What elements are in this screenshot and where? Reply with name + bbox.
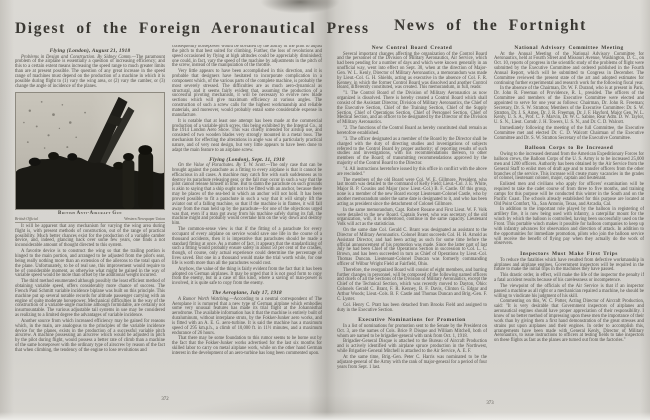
photo-caption-block <box>15 211 165 223</box>
caption-rule <box>15 222 165 223</box>
body-paragraph: "2. The functions of the Control Board as hereby constituted shall remain as heretofore established. <box>337 126 487 136</box>
page-bottom-edge <box>0 412 650 420</box>
body-paragraph: In a list of nominations for promotion sent to the Senate by the President on Oct. 3, are the names of Cols. Brice P. Disque and William Mitchell, both of whom are named to be brigadier-general with rank from Oct. 1, 1918. <box>337 323 487 339</box>
article-paragraph <box>15 56 165 90</box>
article-paragraph <box>172 298 322 337</box>
body-paragraph: Brigadier-General Disque is attached to the Bureau of Aircraft Production and is actively identified with airplane spruce production in the Northwest, while Brigadier-General Mitchell is attached to the Air Service, A. E. F. <box>337 339 487 355</box>
photo-anti-aircraft-gun <box>15 92 165 223</box>
body-paragraph: Enlisted men and civilians who apply for officers' examination will be required to take the cadet course of from three to five months, and training camps for this purpose will be conducted this winter in the South and on the Pacific Coast. The schools already established for this purpose are located at Old Point Comfort, Va., San Antonio, Texas, and Arcadia, Cal. <box>494 182 644 207</box>
left-page-number: 372 <box>161 397 169 402</box>
body-paragraph: "4. All instructions heretofore issued by this office in conflict with the above are rescinded." <box>337 166 487 177</box>
body-paragraph: The members of the old Board were Col. W. E. Gillmore, President, who last month was detailed to the command of Kelly Field; Lieut.-Col. J. E. White, Major B. P. Cousins and Major (now Lieut.-Col.) B. F. Castle. Of this group, none is a member of the new Board except Lieutenant-Colonel Castle, who by another memorandum under the same date is designated to it, and who has been acting as president since the detachment of Colonel Gillmore. <box>337 177 487 207</box>
body-paragraph: Anyhow, the value of the thing is fairly evident from the fact that it has been adopted on German airplanes. It may be urged that it is not good form to copy from the enemy, but in a case of this kind, where a saving of man-power is involved, it is quite safe to copy from the enemy. <box>172 266 322 287</box>
source-heading-aeroplane-july: The Aeroplane, July 17, 1918 <box>212 290 282 297</box>
body-paragraph: consequently horsepower would be obviated by the ability of the pilot to adjust the pitch to that best suited for climbing. Further, the loss of revolutions and speed occasioned by flying at high altitudes could be appreciably diminished; one could, in fact, vary the speed of the machine by adjustments in the pitch of the screw, instead of the manipulation of the throttle. <box>172 45 322 69</box>
body-paragraph: A favorite device is to construct the wing so that the trailing portion is hinged to the main portion, and arranged to be adjusted from the pilot's seat, being really nothing more than an extension of the ailerons to the total span of the plane. Unfortunately, to be of real use, this improvement would require to be of considerable moment, as otherwise what might be gained in the way of variable speed would be more than offset by the additional weight incurred. <box>15 249 165 279</box>
body-paragraph: On the same date Col. Gerald C. Brant was designated as assistant to the Director of Military Aeronautics. Colonel Brant succeeds Col. H. H. Arnold as Assistant Director, and had been acting as such for some time before the official announcement of his promotion was made. Since the latter part of last July he had been Chief of the Operations Section in succession to Col. L. C. Brown, and has been succeeded in turn as Chief of Operations by Lieut.-Col. Thomas Duncan. Lieutenant-Colonel Duncan was formerly commanding officer of Wilbur Wright Field at Fairfield, Ohio. <box>337 228 487 267</box>
body-paragraph: Owing to the increased demand from the American Expeditionary Forces for balloon crews, the Balloon Corps of the U. S. Army is to be increased 25,000 men and 1200 officers. Authority has been obtained by the Air Service from the General Staff to enlist men of draft age and to transfer officers from the other branches of the service. This increase will create many vacancies in the grades of colonel, lieutenant colonel, major, captain and lieutenant. <box>494 152 644 182</box>
heading-balloon-corps: Balloon Corps to Be Increased <box>524 145 614 152</box>
right-page-number: 373 <box>486 401 494 406</box>
anti-aircraft-gun-image <box>15 92 165 210</box>
body-paragraph: To reduce the fatalities which have resulted from defective workmanship in airplanes and airplane engines, Government inspectors will be required in the future to make the initial trips in the machines they have passed. <box>494 257 644 273</box>
left-page-title: Digest of the Foreign Aeronautical Press <box>15 20 370 37</box>
body-paragraph: "3. The officer designated as a member of the Board by the Director shall be charged with the duty of directing studies and investigations of subjects referred to the Control Board by proper authority; of reporting results of such studies and investigations, with his recommendations thereon, to other members of the Board; of transmitting recommendations approved by the majority of the Control Board to the Director. <box>337 136 487 167</box>
source-heading-flying-sept: Flying (London), Sept. 11, 1918 <box>209 156 285 163</box>
body-paragraph: The common-sense view is that if the fitting of a parachute for every occupant of every airplane on service would save one life in the course of a thousand accidents, then it is imperative that parachutes should be made a standard fitting at once. As a matter of fact, it appears that the standardizing of such a fitting would probably ensure safety in about 50 per cent of the crashes, though, of course, only actual experience could determine the percentage of lives saved. But one in a thousand would make the trial worth while, for one life is worth more than all the parachutes would cost. <box>172 227 322 266</box>
body-paragraph: This drastic order, in effect, will make the life of the inspector the penalty if a fatal accident results because of his carelessness or incompetence. <box>494 273 644 284</box>
body-paragraph: The third method enumerated although possibly the least efficient method of obtaining variable speed, offers considerably more chance of success. The French Paul Schmitt variable incidence biplane was built on this principle. This machine put up several notable records for altitude passenger carrying with an engine of quite moderate horsepower. Mechanical difficulties in the way of the construction of a variable-angle machine although formidable, are certainly not insurmountable. The various adjustable tail systems in use may be considered as realizing to a limited degree the advantages of variable incidence. <box>15 279 165 319</box>
right-column-2 <box>494 41 644 397</box>
body-paragraph: In addition to the important role played by the balloon in registering of artillery fire, it is now being used with infantry, a caterpillar mount for the winch by which the balloon is controlled, having been successfully used on the Front. This portable winch makes it possible for balloon companies to keep up with infantry advances for observation and direction of attack. In addition to the opportunities for immediate promotion, pilots who join the balloon service will receive the benefit of flying pay when they actually do the work of observers. <box>494 207 644 247</box>
heading-new-control-board: New Control Board Created <box>371 44 453 51</box>
heading-executive-nominations: Executive Nominations for Promotion <box>358 316 466 323</box>
left-column-1 <box>15 45 165 401</box>
source-heading-flying-aug: Flying (London), August 21, 1918 <box>49 48 131 54</box>
article-text: The only case that can be brought against the parachute as a fitting to every airplane is that it cannot be efficacious in all cases. A machine may catch fire with such suddenness as to destroy its parachute releasing gear, or the fall may occur in such a way that the pilot cannot release himself in time. But to damn the parachute on such grounds is akin to saying that a ship ought not to be fitted with an anchor, because there may be places of the sea-bed in which an anchor will not hold. It has been proved possible to fit a parachute in such a way that it will simply lift the aviator out of a falling machine, so that if the machine is in flames, it will fall away from the man held up by the parachute—for one of the objections urged was that, even if a man got away from his machine safely during its fall, the machine might and probably would overtake him on the way down and destroy him. <box>172 163 322 227</box>
body-paragraph: It is notable that at least one attempt has been made at the commercial production of a variable-pitch screw, this being exhibited by the Integral Co., at the 1914 London Aero Show. This was chiefly intended for airship use, and consisted of two wooden blades very strongly mounted in a metal boss. The mechanism for effecting the alterations in angle was of a particularly practical nature, and of very neat design, but very little appears to have been done to adapt the main feature to an airplane screw. <box>172 118 322 153</box>
body-paragraph: "1. The Control Board of the Division of Military Aeronautics as now organized is dissolved. There is hereby created a Control Board which shall consist of the Assistant Director, Division of Military Aeronautics, the Chief of the Executive Section, Chief of the Training Section, Chief of the Supply Section, Chief of Operations Section, Chief of Personnel Section, Chief of Medical Section, and an officer to be designated by the Director of the Division of Military Aeronautics. <box>337 91 487 126</box>
photo-credit-right: Western Newspaper Union <box>124 216 165 221</box>
body-paragraph: That there may be some foundation to this rumor seems to be borne out by the fact that the Fokker-Junker works advertised for the last six months for skilled labor to carry on metal airplane work, while on the other hand German interest in the development of an aero-turbine has long been commented upon. <box>172 336 322 356</box>
body-paragraph: In the absence of the Chairman, Dr. W. F. Durand, who is at present in Paris, Dr. John R. Freeman of Providence, R. I., presided. The officers of the Committee and members of the Executive Committee were elected and appointed to serve for one year as follows: Chairman, Dr. John R. Freeman; Secretary, Dr. S. W. Stratton; Members of the Executive Committee: Dr. S. W. Stratton, Dr. J. S. Ames, Dr. J. R. Freeman, Dr. J. F. Hayford, Major Gen. W. L. Kenly, U. S. A., Prof. C. F. Marvin, Dr. W. C. Sabine, Rear Adm. D. W. Taylor, U. S. N., Lieut. Comdr. J. H. Towers, U. S. N., and Dr. C. D. Walcott. <box>494 86 644 126</box>
right-page-title: News of the Fortnight <box>394 17 587 34</box>
body-paragraph: Another source from which increased efficiency may be gained for reasons which, in the main, are analogous to the principles of the variable incidence device for the planes, exists in the production of a successful variable pitch airscrew. A machine possessing an airscrew which would be adjusted in pitch by the pilot during flight, would possess a better rate of climb than a machine of the same horsepower with the ordinary type of airscrew by reason of the fact that when climbing, the tendency of the engine to lose revolutions and <box>15 318 165 353</box>
body-paragraph: Very little appears to have been accomplished in this direction, and it is probable that designers have hesitated to incorporate complication in a component which, of the various parts of the complete machine, is probably the most severely stressed. The difficulties are as much aero-dynamical as structural, and it seems fairly evident that, assuming the production of a successful pivoting mechanism, it will be necessary to evolve new blade sections which will give maximum efficiency at various angles. The construction of such a screw calls for the highest workmanship and reliable materials, and moreover, would probably entail some considerable expense in manufacture. <box>172 69 322 118</box>
left-column-2 <box>172 45 322 401</box>
article-text: According to a neutral correspondent of The Aeroplane it is rumored that a new type of German airplane which embodies some very unusual features has made its trial flight at the Johannisthal aerodrome. The available information has it that the machine is entirely built of duraluminum, without interplane struts, by the Fokker-Junker aero works, and is fitted with an A. E. G. aero-turbine. It is said the machine has a maximum speed of 295 km.p.h., a climb of 10,000 ft. in 11½ minutes, and a maximum endurance of 26 hours. <box>172 296 322 336</box>
body-paragraph: Several important changes affecting the organization of the Control Board and the personnel of the Division of Military Aeronautics, Air Service, which had been pending for a number of days and which were known generally in an unofficial way, went into effect on Sept. 30, when at the direction of Major-Gen. W. L. Kenly, Director of Military Aeronautics, a memorandum was made by Lieut.-Col. G. H. Shields, acting as executive in the absence of Col. F. R. Kenney, in which the former Control Board was dissolved and another Control Board, differently constituted, was created. This memorandum, in full, reads: <box>337 51 487 91</box>
body-paragraph: At the same time, Brig.-Gen. Peter C. Harris was nominated to be the adjutant-general of the Army with the rank of major-general for a period of four years from Sept. 1 last. <box>337 354 487 370</box>
photo-credit-left: British Official <box>15 216 38 221</box>
article-lead: On the Value of Parachutes. By T. W. Scott.— <box>178 163 271 169</box>
body-paragraph: Therefore, the reorganized Board will consist of eight members, and barring further changes in personnel, will be composed of the following named officers and chiefs of all the Sections of the Division of Military Aeronautics, except the Chief of the Technical Section, which was recently moved to Dayton, Ohio: Colonels Gerald C. Brant, F. R. Kenney, B. F. Davis, Clinton G. Edgar and Arthur Woods; Lieut.-Cols. B. F. Castle and Thomas Duncan and Brig.-Gen. F. C. Lyster. <box>337 267 487 302</box>
article-paragraph <box>172 164 322 227</box>
photo-caption: British Anti-Aircraft Gun <box>58 211 122 217</box>
body-paragraph: Immediately following the meeting of the full Committee, the Executive Committee met and elected Dr. C. D. Walcott Chairman of the Executive Committee and Dr. S. W. Stratton Secretary of the Executive Committee. <box>494 126 644 141</box>
article-lead: A Rumor Worth Watching.— <box>178 296 234 302</box>
right-column-1 <box>337 41 487 397</box>
article-text: The paramount problem of the airplane is essentially a question of increasing efficiency; and this to a certain extent means increasing the speed range to much greater limits than are at present possible. The question of any great increase in the speed range of machines must depend on the production of a machine in which it is possible during flight to (1) vary the wing area, or (2) vary the camber, or (3) change the angle of incidence of the planes. <box>15 54 165 89</box>
body-paragraph: In the same memorandum, Capt. Robert Rosane and First Lieut. W. F. Volk were detailed to the new Board. Captain Sweet, who was secretary of the old organization, will, it is understood, continue in the same capacity. Lieutenant Volk will act as the statistician. <box>337 207 487 228</box>
heading-inspectors-first-trips: Inspectors Must Make First Trips <box>520 250 618 257</box>
body-paragraph: The viewpoint of the officials of the Air Service is that if an inspector passed a machine as all right or a mechanician repaired a machine, he should be willing to vindicate his judgment of his skill. <box>494 283 644 299</box>
body-paragraph: It will be apparent that any mechanism for varying the wing area during flight is, with present methods of construction, out of the range of practical possibility. Much better chances exist for the production of a variable camber device, and, indeed, glancing back over some few years, one finds a not inconsiderable amount of thought directed to this system. <box>15 223 165 249</box>
article-lead: Problems in Design and Construction. By Sidney Camm.— <box>21 54 136 60</box>
body-paragraph: At the Annual Meeting of the National Advisory Committee for Aeronautics, held at Fourth Street and Missouri Avenue, Washington, D. C., on Oct. 10, reports of progress in the scientific study of the problems of flight were submitted by the Executive Committee and ordered published in the Fourth Annual Report, which will be submitted to Congress in December. The Committee reviewed the present state of the art and adopted estimates for continuing further experimental and research work for the following fiscal year. <box>494 51 644 86</box>
right-page <box>330 0 650 420</box>
heading-advisory-committee: National Advisory Committee Meeting <box>514 44 624 51</box>
body-paragraph: Col. Henry C. Pratt has been detached from Brooks Field and assigned to duty in the Executive Section. <box>337 302 487 313</box>
body-paragraph: Commenting on this, W. C. Potter, Acting Director of Aircraft Production, said: "It is very desirable that Government inspectors of airplanes and aeronautical engines should have proper appreciation of their responsibility. I know of no better method of impressing upon these men the importance of their work than by giving them a first hand demonstration of the great stresses and strains put upon airplanes and their engines. In order to accomplish this, arrangements have been made with General Kenly, Director of Military Aeronautics, to issue instructions to officers at testing fields to take inspectors on these flights as fast as the planes are turned out from the factories." <box>494 299 644 344</box>
